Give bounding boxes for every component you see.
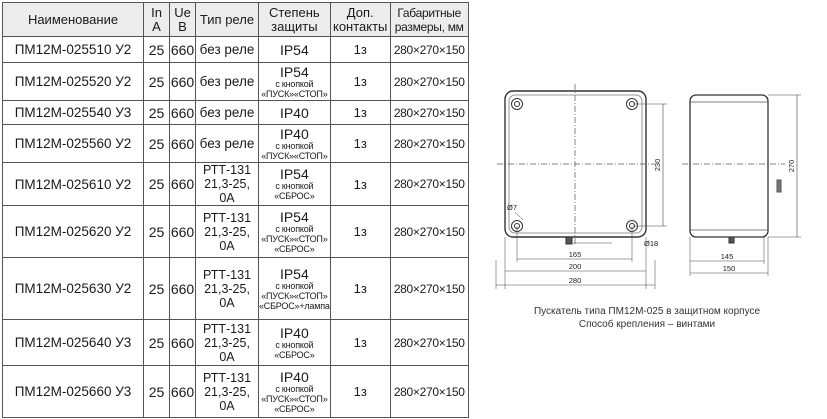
header-ue-line: Ue — [174, 4, 191, 20]
cell-relay — [196, 37, 259, 63]
cell-relay — [196, 101, 259, 125]
cell-in: 25 — [144, 101, 170, 125]
cell-ue: 660 — [170, 258, 196, 320]
table-row — [3, 63, 469, 101]
cable-gland — [566, 237, 572, 244]
header-relay-line: Тип реле — [199, 11, 255, 27]
cell-contacts: 1з — [330, 37, 390, 63]
relay-line: без реле — [199, 42, 255, 57]
cell-dimensions: 280×270×150 — [390, 125, 468, 163]
table-row — [3, 37, 469, 63]
header-ue — [170, 3, 196, 37]
dim-label-200: 200 — [568, 262, 582, 271]
side-gland — [777, 180, 781, 192]
relay-line: РТТ-131 — [202, 321, 252, 336]
header-dimensions-line: Габаритные — [397, 5, 461, 20]
cell-name: ПМ12М-025610 У2 — [3, 163, 144, 206]
front-view — [496, 84, 667, 289]
cell-dimensions: 280×270×150 — [390, 320, 468, 366]
protection-rating: IP40 — [279, 324, 309, 341]
cell-name: ПМ12М-025510 У2 — [3, 37, 144, 63]
cell-in: 25 — [144, 63, 170, 101]
table-row — [3, 258, 469, 320]
cell-dimensions: 280×270×150 — [390, 206, 468, 258]
enclosure-drawing — [467, 0, 827, 419]
protection-note: с кнопкой — [275, 383, 314, 394]
side-housing — [690, 95, 768, 237]
relay-line: 21,3-25, 0А — [204, 177, 250, 205]
relay-line: без реле — [199, 105, 255, 120]
protection-rating: IP54 — [279, 208, 309, 225]
protection-rating: IP40 — [279, 368, 309, 385]
protection-note: с кнопкой — [275, 280, 314, 291]
cell-ue: 660 — [170, 366, 196, 418]
cell-relay — [196, 63, 259, 101]
cell-dimensions: 280×270×150 — [390, 366, 468, 418]
protection-note: с кнопкой — [275, 181, 314, 191]
cell-contacts: 1з — [330, 206, 390, 258]
header-in-line: In — [151, 4, 162, 20]
relay-line: 21,3-25, 0А — [204, 335, 250, 364]
dimension-drawing-svg — [467, 0, 827, 300]
cell-protection — [259, 366, 331, 418]
dim-label-280: 280 — [568, 276, 582, 285]
cell-ue: 660 — [170, 163, 196, 206]
protection-note: «ПУСК»«СТОП» — [261, 88, 328, 99]
side-view — [682, 95, 801, 276]
relay-line: РТТ-131 — [202, 163, 252, 177]
table-row — [3, 320, 469, 366]
dim-label-gland: Ø18 — [644, 239, 659, 248]
cell-dimensions: 280×270×150 — [390, 63, 468, 101]
cell-name: ПМ12М-025520 У2 — [3, 63, 144, 101]
relay-line: 21,3-25, 0А — [204, 224, 250, 253]
cell-protection — [259, 37, 331, 63]
relay-line: 21,3-25, 0А — [204, 384, 250, 413]
header-contacts-line: контакты — [332, 18, 388, 34]
cell-name: ПМ12М-025560 У2 — [3, 125, 144, 163]
cell-relay — [196, 163, 259, 206]
header-contacts — [330, 3, 390, 37]
header-protection-line: Степень — [269, 4, 320, 20]
protection-note: с кнопкой — [275, 223, 314, 234]
cell-relay — [196, 366, 259, 418]
dim-label-145: 145 — [720, 252, 734, 261]
protection-rating: IP40 — [279, 125, 309, 142]
hole-leader — [515, 212, 523, 220]
protection-rating: IP40 — [279, 104, 309, 121]
header-relay — [196, 3, 259, 37]
cell-name: ПМ12М-025630 У2 — [3, 258, 144, 320]
cell-relay — [196, 258, 259, 320]
header-dimensions-line: размеры, мм — [394, 19, 464, 34]
drawing-caption-line1: Пускатель типа ПМ12М-025 в защитном корпусе — [533, 306, 761, 317]
cell-ue: 660 — [170, 101, 196, 125]
cell-contacts: 1з — [330, 125, 390, 163]
table-row — [3, 101, 469, 125]
protection-note: «ПУСК»«СТОП» — [261, 290, 328, 301]
header-in — [144, 3, 170, 37]
cell-contacts: 1з — [330, 63, 390, 101]
cell-contacts: 1з — [330, 258, 390, 320]
table-row — [3, 125, 469, 163]
table-row — [3, 206, 469, 258]
header-protection — [259, 3, 331, 37]
cell-ue: 660 — [170, 125, 196, 163]
cell-protection — [259, 101, 331, 125]
cell-relay — [196, 125, 259, 163]
relay-line: без реле — [199, 136, 255, 151]
cell-contacts: 1з — [330, 320, 390, 366]
cell-name: ПМ12М-025640 У3 — [3, 320, 144, 366]
cell-ue: 660 — [170, 206, 196, 258]
dim-label-230: 230 — [653, 158, 662, 172]
cell-name: ПМ12М-025540 У3 — [3, 101, 144, 125]
cell-relay — [196, 320, 259, 366]
header-ue-line: B — [178, 18, 187, 34]
header-name — [3, 3, 144, 37]
cell-protection — [259, 206, 331, 258]
protection-note: «СБРОС» — [274, 243, 315, 254]
protection-note: с кнопкой — [275, 78, 314, 89]
cell-protection — [259, 125, 331, 163]
table-row — [3, 163, 469, 206]
table-row — [3, 366, 469, 418]
protection-note: «ПУСК»«СТОП» — [261, 150, 328, 161]
cell-ue: 660 — [170, 320, 196, 366]
header-contacts-line: Доп. — [346, 4, 374, 20]
protection-note: «ПУСК»«СТОП» — [261, 393, 328, 404]
cell-relay — [196, 206, 259, 258]
relay-line: РТТ-131 — [202, 267, 252, 282]
cell-protection — [259, 63, 331, 101]
dim-label-150: 150 — [722, 264, 736, 273]
table-header-row — [3, 3, 469, 37]
cell-protection — [259, 258, 331, 320]
spec-table — [2, 2, 469, 418]
cell-in: 25 — [144, 163, 170, 206]
cell-in: 25 — [144, 366, 170, 418]
protection-note: с кнопкой — [275, 140, 314, 151]
protection-rating: IP54 — [279, 41, 309, 58]
protection-note: «СБРОС» — [274, 349, 315, 360]
cell-in: 25 — [144, 258, 170, 320]
drawing-caption-line2: Способ крепления – винтами — [578, 319, 716, 330]
cell-in: 25 — [144, 320, 170, 366]
mounting-hole-top-left — [512, 99, 523, 110]
cell-dimensions: 280×270×150 — [390, 101, 468, 125]
cell-protection — [259, 163, 331, 206]
protection-rating: IP54 — [279, 166, 309, 182]
cell-dimensions: 280×270×150 — [390, 163, 468, 206]
protection-note: «СБРОС» — [274, 403, 315, 414]
cell-in: 25 — [144, 37, 170, 63]
protection-rating: IP54 — [279, 63, 309, 80]
cell-contacts: 1з — [330, 366, 390, 418]
header-dimensions — [390, 3, 468, 37]
relay-line: 21,3-25, 0А — [204, 281, 250, 310]
cell-in: 25 — [144, 125, 170, 163]
cell-contacts: 1з — [330, 101, 390, 125]
protection-rating: IP54 — [279, 265, 309, 282]
header-protection-line: защиты — [271, 18, 318, 34]
relay-line: РТТ-131 — [202, 370, 252, 385]
cell-ue: 660 — [170, 63, 196, 101]
protection-note: «СБРОС»+лампа — [259, 300, 330, 311]
protection-note: «ПУСК»«СТОП» — [261, 233, 328, 244]
dim-label-270: 270 — [787, 159, 796, 173]
cell-protection — [259, 320, 331, 366]
cell-ue: 660 — [170, 37, 196, 63]
cell-dimensions: 280×270×150 — [390, 258, 468, 320]
header-in-line: A — [152, 18, 161, 34]
cell-contacts: 1з — [330, 163, 390, 206]
dim-label-165: 165 — [568, 250, 582, 259]
cell-in: 25 — [144, 206, 170, 258]
protection-note: с кнопкой — [275, 339, 314, 350]
cell-name: ПМ12М-025620 У2 — [3, 206, 144, 258]
protection-note: «СБРОС» — [274, 191, 315, 201]
side-bottom-gland — [729, 237, 734, 243]
dim-label-hole: Ø7 — [507, 203, 518, 212]
cell-name: ПМ12М-025660 У3 — [3, 366, 144, 418]
cell-dimensions: 280×270×150 — [390, 37, 468, 63]
relay-line: без реле — [199, 74, 255, 89]
header-name-line: Наименование — [27, 11, 119, 27]
relay-line: РТТ-131 — [202, 210, 252, 225]
